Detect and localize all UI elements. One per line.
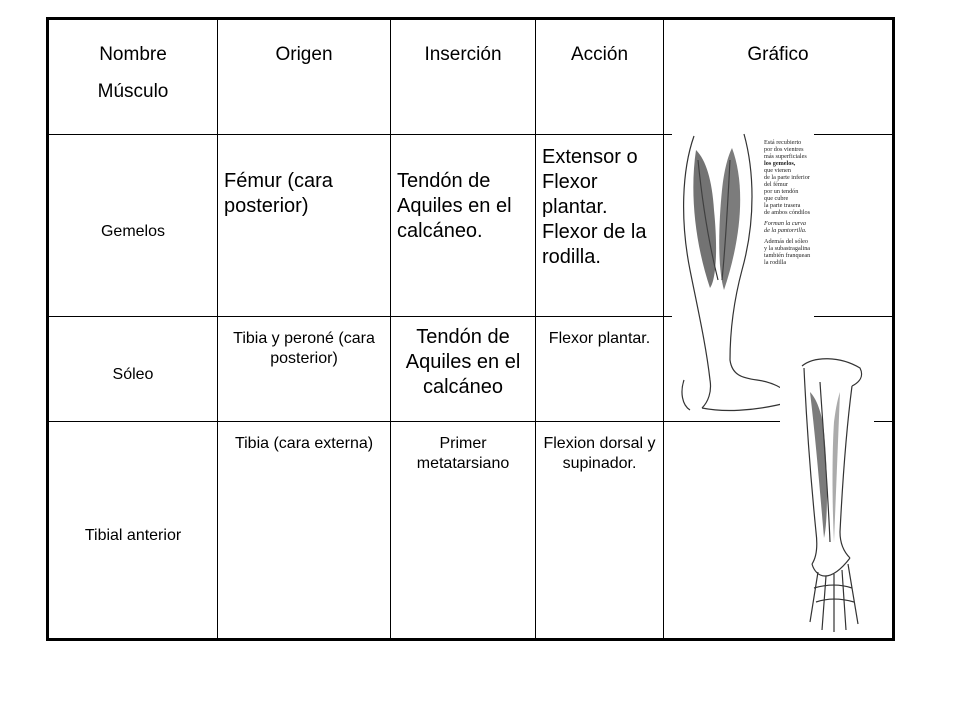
caption-line: la parte trasera: [764, 202, 801, 209]
header-insercion: Inserción: [391, 19, 536, 135]
caption-line: por dos vientres: [764, 146, 804, 153]
caption-line: del fémur: [764, 181, 788, 188]
header-nombre-line2: Músculo: [97, 81, 169, 102]
tibialis-anterior-illustration: [780, 352, 874, 636]
cell-insercion: Primer metatarsiano: [391, 422, 536, 640]
header-origen: Origen: [218, 19, 391, 135]
caption-line: por un tendón: [764, 188, 799, 195]
table-row: [48, 422, 894, 640]
header-grafico: Gráfico: [664, 19, 894, 135]
cell-accion: Extensor o Flexor plantar. Flexor de la rodilla.: [536, 135, 664, 317]
cell-nombre: Sóleo: [48, 317, 218, 422]
caption-line: la rodilla: [764, 259, 787, 266]
caption-line: Está recubierto: [764, 139, 802, 146]
caption-line: más superficiales: [764, 153, 807, 160]
cell-nombre: Gemelos: [48, 135, 218, 317]
header-nombre: [48, 19, 218, 135]
cell-accion: Flexor plantar.: [536, 317, 664, 422]
caption-line: Forman la curva: [764, 220, 806, 227]
caption-line: y la subastragalina: [764, 245, 811, 252]
cell-insercion: Tendón de Aquiles en el calcáneo.: [391, 135, 536, 317]
cell-insercion: Tendón de Aquiles en el calcáneo: [391, 317, 536, 422]
cell-origen: Tibia y peroné (cara posterior): [218, 317, 391, 422]
caption-line: que cubre: [764, 195, 789, 202]
cell-origen: Fémur (cara posterior): [218, 135, 391, 317]
caption-line: que vienen: [764, 167, 791, 174]
caption-line: Además del sóleo: [764, 238, 808, 245]
tibia-leg-drawing: [780, 352, 874, 636]
header-accion: Acción: [536, 19, 664, 135]
header-nombre-line1: Nombre: [99, 44, 167, 65]
cell-nombre: Tibial anterior: [48, 422, 218, 640]
cell-origen: Tibia (cara externa): [218, 422, 391, 640]
caption-line: de la pantorrilla.: [764, 227, 807, 234]
caption-line: también franquean: [764, 252, 811, 259]
caption-line: los gemelos,: [764, 160, 796, 167]
header-row: [48, 19, 894, 135]
cell-accion: Flexion dorsal y supinador.: [536, 422, 664, 640]
caption-line: de la parte inferior: [764, 174, 810, 181]
caption-line: de ambos cóndilos: [764, 209, 811, 216]
